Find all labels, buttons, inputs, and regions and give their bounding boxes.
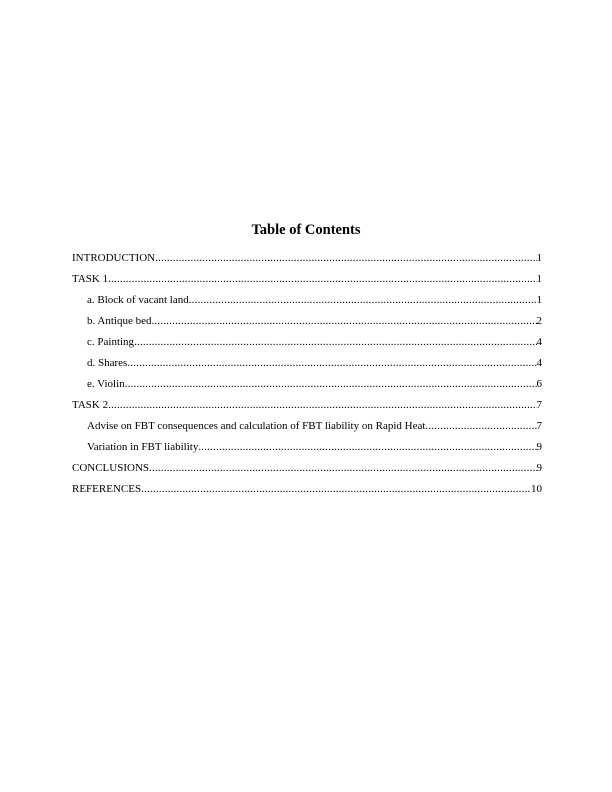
toc-entry-page: 4	[536, 357, 542, 369]
toc-entry-references[interactable]	[72, 481, 542, 502]
toc-entry-advise-on-fbt[interactable]	[72, 418, 542, 439]
toc-entry-page: 6	[536, 378, 542, 390]
toc-entry-label: TASK 1	[72, 273, 109, 285]
toc-dot-leader	[425, 418, 536, 434]
toc-dot-leader	[127, 355, 536, 371]
toc-entry-page: 1	[536, 294, 542, 306]
toc-list	[72, 250, 542, 502]
toc-entry-violin[interactable]	[72, 376, 542, 397]
toc-title: Table of Contents	[251, 222, 361, 238]
toc-dot-leader	[125, 376, 537, 392]
toc-entry-page: 2	[536, 315, 542, 327]
toc-entry-label: c. Painting	[87, 336, 135, 348]
toc-entry-label: Variation in FBT liability	[87, 441, 199, 453]
toc-entry-label: REFERENCES	[72, 483, 142, 495]
toc-entry-block-of-vacant-land[interactable]	[72, 292, 542, 313]
toc-entry-page: 7	[536, 420, 542, 432]
toc-entry-task-2[interactable]	[72, 397, 542, 418]
toc-entry-page: 1	[536, 252, 542, 264]
toc-dot-leader	[108, 271, 536, 287]
toc-entry-page: 9	[536, 441, 542, 453]
toc-entry-conclusions[interactable]	[72, 460, 542, 481]
toc-entry-page: 7	[536, 399, 542, 411]
toc-entry-label: Advise on FBT consequences and calculation of FBT liability on Rapid Heat	[87, 420, 426, 432]
toc-dot-leader	[141, 481, 531, 497]
toc-dot-leader	[189, 292, 537, 308]
toc-dot-leader	[151, 313, 536, 329]
toc-entry-painting[interactable]	[72, 334, 542, 355]
toc-entry-label: TASK 2	[72, 399, 109, 411]
toc-dot-leader	[134, 334, 536, 350]
toc-dot-leader	[149, 460, 536, 476]
toc-entry-variation-in-fbt-liability[interactable]	[72, 439, 542, 460]
toc-dot-leader	[198, 439, 536, 455]
toc-entry-label: CONCLUSIONS	[72, 462, 150, 474]
toc-entry-page: 10	[531, 483, 542, 495]
toc-entry-task-1[interactable]	[72, 271, 542, 292]
toc-entry-antique-bed[interactable]	[72, 313, 542, 334]
toc-entry-label: INTRODUCTION	[72, 252, 156, 264]
toc-entry-label: b. Antique bed	[87, 315, 152, 327]
toc-entry-label: d. Shares	[87, 357, 128, 369]
toc-entry-introduction[interactable]	[72, 250, 542, 271]
toc-entry-label: a. Block of vacant land	[87, 294, 189, 306]
toc-entry-page: 1	[536, 273, 542, 285]
toc-entry-shares[interactable]	[72, 355, 542, 376]
toc-dot-leader	[155, 250, 536, 266]
toc-dot-leader	[108, 397, 536, 413]
toc-entry-label: e. Violin	[87, 378, 125, 390]
toc-entry-page: 4	[536, 336, 542, 348]
toc-entry-page: 9	[536, 462, 542, 474]
